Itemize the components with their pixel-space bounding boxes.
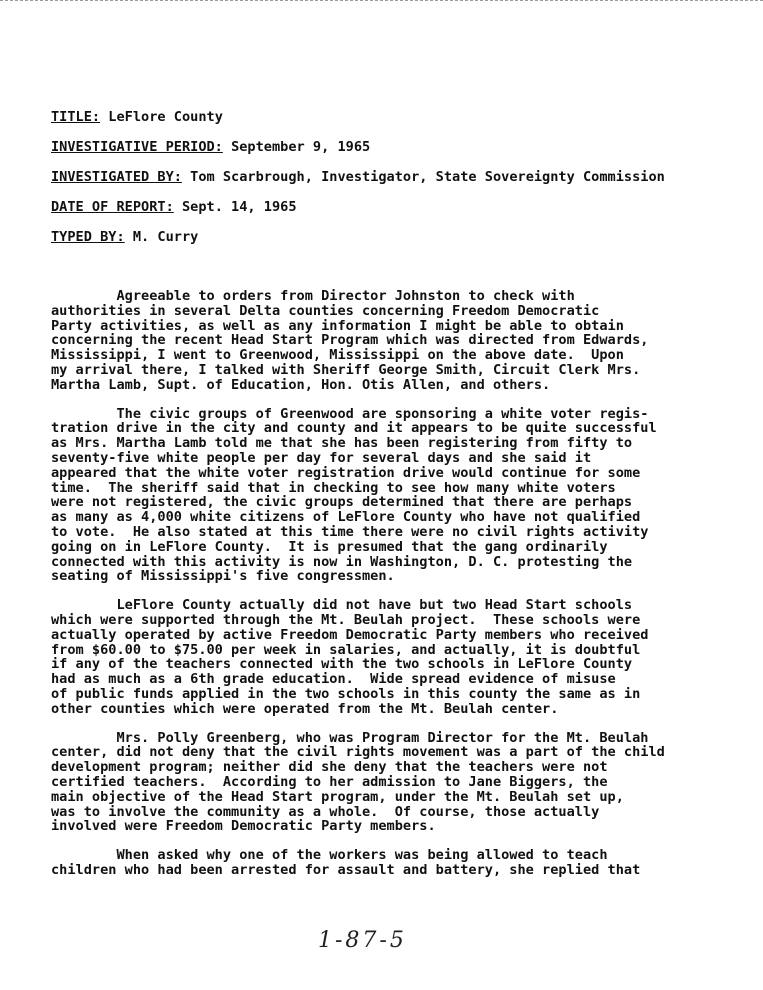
- text-line: tration drive in the city and county and it appears to be quite successful: [51, 420, 657, 437]
- paragraph: [51, 289, 751, 393]
- text-line: other counties which were operated from the Mt. Beulah center.: [51, 700, 559, 717]
- investigative-period-label: INVESTIGATIVE PERIOD:: [51, 139, 223, 155]
- text-line: authorities in several Delta counties concerning Freedom Democratic: [51, 302, 600, 319]
- text-line: Party activities, as well as any information I might be able to obtain: [51, 317, 624, 334]
- text-line: Martha Lamb, Supt. of Education, Hon. Otis Allen, and others.: [51, 376, 551, 393]
- text-line: from $60.00 to $75.00 per week in salaries, and actually, it is doubtful: [51, 641, 641, 658]
- typed-by-label: TYPED BY:: [51, 229, 125, 245]
- text-line: as Mrs. Martha Lamb told me that she has been registering from fifty to: [51, 435, 633, 452]
- report-body: [51, 289, 751, 892]
- text-line: development program; neither did she deny that the teachers were not: [51, 759, 608, 776]
- text-line: to vote. He also stated at this time there were no civil rights activity: [51, 523, 649, 540]
- text-line: was to involve the community as a whole. Of course, those actually: [51, 803, 600, 820]
- text-line: center, did not deny that the civil rights movement was a part of the child: [51, 744, 665, 761]
- text-line: children who had been arrested for assault and battery, she replied that: [51, 861, 641, 878]
- investigated-by-label: INVESTIGATED BY:: [51, 169, 182, 185]
- typed-by-value: M. Curry: [132, 229, 199, 245]
- paragraph: [51, 731, 751, 835]
- text-line: appeared that the white voter registration drive would continue for some: [51, 464, 641, 481]
- report-header: [51, 110, 751, 260]
- title-line: [51, 110, 751, 140]
- text-line: as many as 4,000 white citizens of LeFlore County who have not qualified: [51, 509, 641, 526]
- title-value: LeFlore County: [108, 109, 223, 125]
- title-label: TITLE:: [51, 109, 101, 125]
- text-line: connected with this activity is now in Washington, D. C. protesting the: [51, 553, 633, 570]
- paragraph: [51, 598, 751, 716]
- text-line: were not registered, the civic groups determined that there are perhaps: [51, 494, 633, 511]
- paragraph: [51, 848, 751, 878]
- text-line: main objective of the Head Start program, under the Mt. Beulah set up,: [51, 788, 624, 805]
- date-of-report-value: Sept. 14, 1965: [181, 199, 297, 215]
- text-line: Mississippi, I went to Greenwood, Mississippi on the above date. Upon: [51, 347, 624, 364]
- page-top-edge: [0, 0, 763, 1]
- text-line: of public funds applied in the two schools in this county the same as in: [51, 685, 641, 702]
- text-line: concerning the recent Head Start Program which was directed from Edwards,: [51, 332, 649, 349]
- text-line: seventy-five white people per day for several days and she said it: [51, 449, 592, 466]
- typed-by-line: [51, 230, 751, 260]
- text-line: LeFlore County actually did not have but two Head Start schools: [51, 597, 633, 614]
- text-line: going on in LeFlore County. It is presumed that the gang ordinarily: [51, 538, 608, 555]
- handwritten-page-number: 1-87-5: [318, 928, 407, 953]
- text-line: When asked why one of the workers was being allowed to teach: [51, 847, 608, 864]
- text-line: Agreeable to orders from Director Johnston to check with: [51, 288, 575, 304]
- text-line: if any of the teachers connected with the two schools in LeFlore County: [51, 656, 633, 673]
- text-line: had as much as a 6th grade education. Wide spread evidence of misuse: [51, 671, 616, 688]
- text-line: certified teachers. According to her admission to Jane Biggers, the: [51, 773, 608, 790]
- text-line: time. The sheriff said that in checking to see how many white voters: [51, 479, 616, 496]
- investigated-by-value: Tom Scarbrough, Investigator, State Sovereignty Commission: [190, 169, 665, 185]
- investigative-period-value: September 9, 1965: [231, 139, 371, 155]
- investigated-by-line: [51, 170, 751, 200]
- date-of-report-line: [51, 200, 751, 230]
- text-line: Mrs. Polly Greenberg, who was Program Director for the Mt. Beulah: [51, 729, 649, 746]
- text-line: my arrival there, I talked with Sheriff George Smith, Circuit Clerk Mrs.: [51, 361, 641, 378]
- text-line: The civic groups of Greenwood are sponsoring a white voter regis-: [51, 405, 649, 422]
- paragraph: [51, 407, 751, 585]
- text-line: involved were Freedom Democratic Party members.: [51, 818, 436, 835]
- text-line: which were supported through the Mt. Beulah project. These schools were: [51, 611, 641, 628]
- text-line: actually operated by active Freedom Democratic Party members who received: [51, 626, 649, 643]
- investigative-period-line: [51, 140, 751, 170]
- date-of-report-label: DATE OF REPORT:: [51, 199, 174, 215]
- text-line: seating of Mississippi's five congressmen.: [51, 568, 395, 585]
